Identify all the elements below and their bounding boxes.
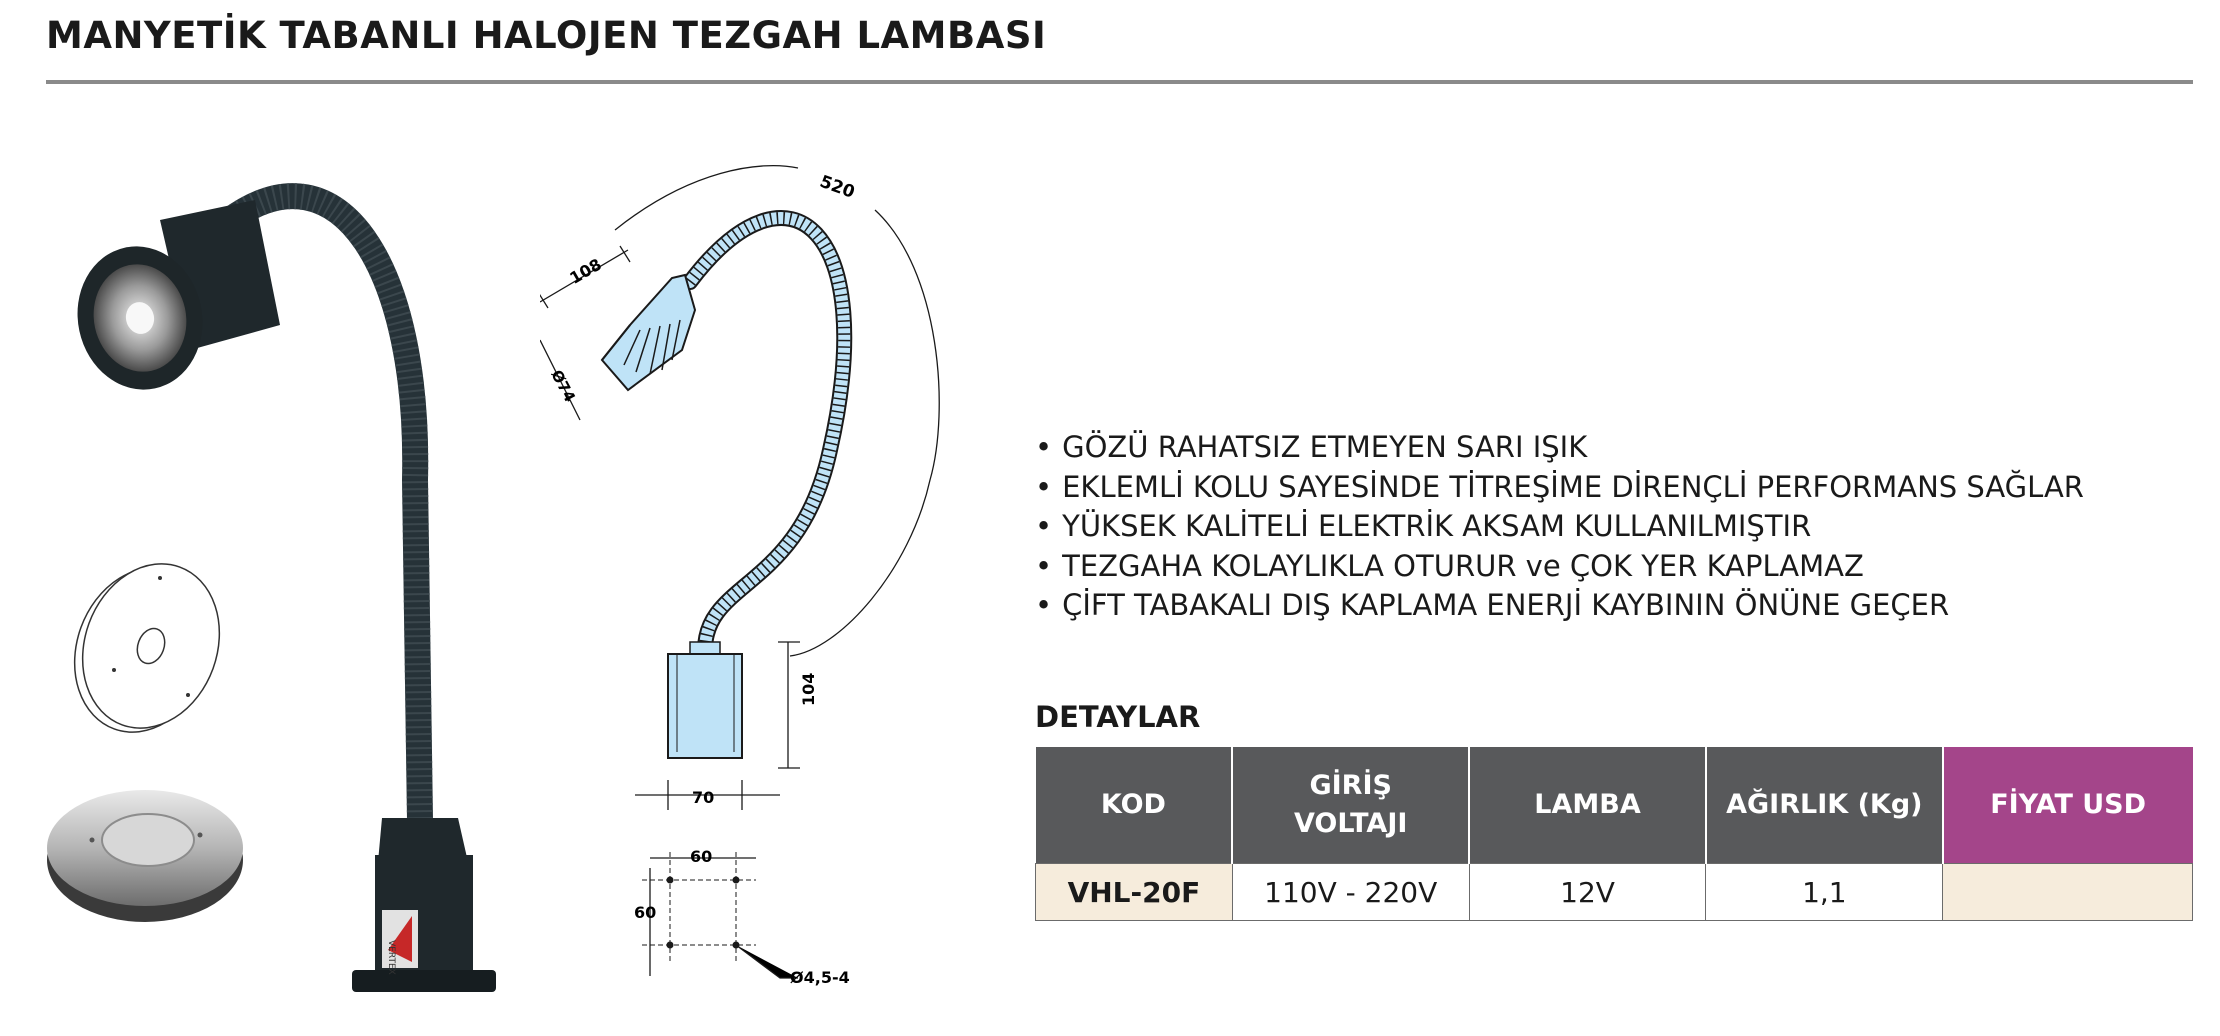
cell-code: VHL-20F <box>1036 864 1233 921</box>
details-heading: DETAYLAR <box>1035 700 1201 734</box>
magnetic-base-icon <box>352 818 496 992</box>
lamp-base-drawing <box>668 642 742 758</box>
cell-weight: 1,1 <box>1706 864 1943 921</box>
feature-item: • TEZGAHA KOLAYLIKLA OTURUR ve ÇOK YER KAPLAMAZ <box>1035 547 2084 587</box>
dimension-hole-spacing-y: 60 <box>634 903 657 922</box>
page-title: MANYETİK TABANLI HALOJEN TEZGAH LAMBASI <box>46 14 1047 57</box>
cell-lamp: 12V <box>1469 864 1706 921</box>
column-header-voltage-line2: VOLTAJI <box>1294 808 1408 839</box>
product-photo <box>40 150 560 1020</box>
cell-voltage: 110V - 220V <box>1232 864 1469 921</box>
feature-item: • GÖZÜ RAHATSIZ ETMEYEN SARI IŞIK <box>1035 428 2084 468</box>
dimension-base-width: 70 <box>692 788 715 807</box>
column-header-voltage-line1: GİRİŞ <box>1309 770 1392 801</box>
cell-price <box>1943 864 2193 921</box>
lamp-head-icon <box>64 200 280 401</box>
table-header-row <box>1036 747 2193 864</box>
feature-item: • YÜKSEK KALİTELİ ELEKTRİK AKSAM KULLANILMIŞTIR <box>1035 507 2084 547</box>
hole-pattern-drawing <box>642 852 798 978</box>
column-header-voltage <box>1232 747 1469 864</box>
steel-base-plate-icon <box>47 790 243 922</box>
dimension-hole-size: Ø4,5-4 <box>790 968 850 987</box>
column-header-lamp: LAMBA <box>1469 747 1706 864</box>
column-header-weight: AĞIRLIK (Kg) <box>1706 747 1943 864</box>
lamp-head-drawing <box>602 275 695 390</box>
brand-label: VERTEX <box>386 940 396 975</box>
feature-item: • ÇİFT TABAKALI DIŞ KAPLAMA ENERJİ KAYBININ ÖNÜNE GEÇER <box>1035 586 2084 626</box>
base-plate-outline-icon <box>52 544 241 751</box>
details-table <box>1035 747 2193 921</box>
feature-item: • EKLEMLİ KOLU SAYESİNDE TİTREŞİME DİRENÇLİ PERFORMANS SAĞLAR <box>1035 468 2084 508</box>
table-row <box>1036 864 2193 921</box>
dimension-arm-length: 520 <box>817 171 858 203</box>
feature-list <box>1035 428 2084 626</box>
dimension-base-height: 104 <box>799 672 818 706</box>
dimension-head-length: 108 <box>566 254 605 288</box>
title-divider <box>46 80 2193 84</box>
dimension-head-diameter: Ø74 <box>547 366 580 406</box>
column-header-price: FİYAT USD <box>1943 747 2193 864</box>
technical-drawing <box>540 150 960 1010</box>
dimension-hole-spacing-x: 60 <box>690 847 713 866</box>
column-header-code: KOD <box>1036 747 1233 864</box>
